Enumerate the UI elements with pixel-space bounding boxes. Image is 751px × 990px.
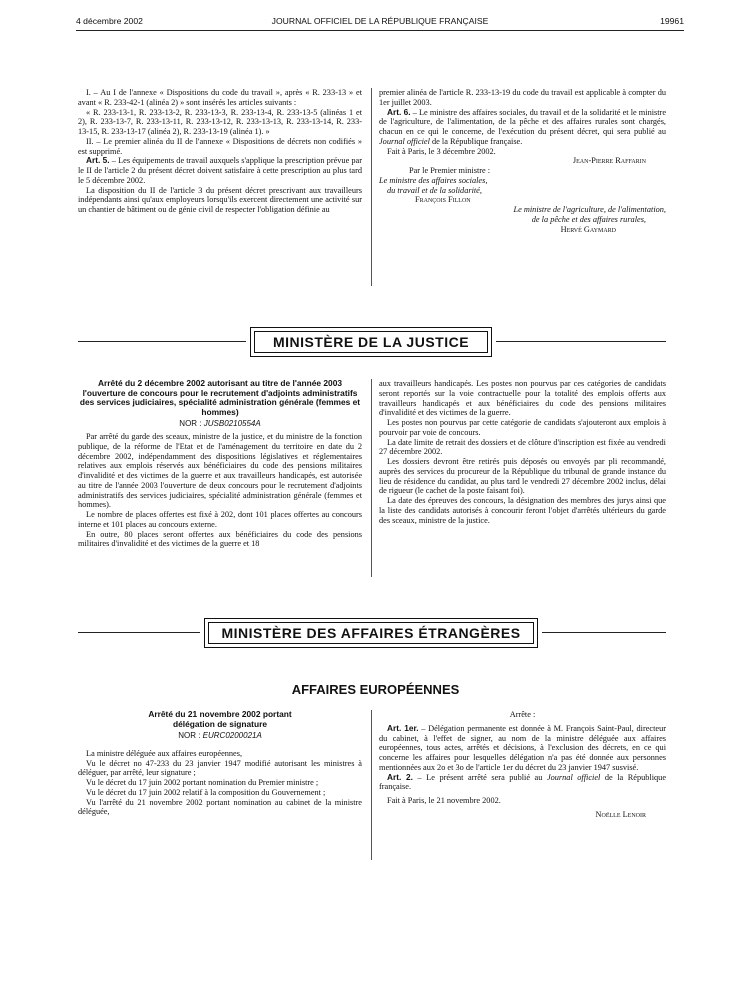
paragraph: La ministre déléguée aux affaires européennes, (86, 748, 243, 758)
top-right-column (379, 88, 666, 234)
foreign-right-column (379, 710, 666, 820)
ministry-banner-label: MINISTÈRE DES AFFAIRES ÉTRANGÈRES (208, 622, 534, 644)
top-left-column (78, 88, 362, 215)
article-1: Art. 1er. – Délégation permanente est donnée à M. François Saint-Paul, directeur du cabinet, à l'effet de signer, au nom de la ministre déléguée aux affaires européennes, tous actes, arrêtés et décisions, à l'exclusion des décrets, en ce qui concerne les affaires pour lesquelles délégation n'a pas été donnée aux personnes mentionnées aux 2o et 3o de l'article 1er du décret du 23 janvier 1947 susvisé. (379, 722, 666, 772)
header-title: JOURNAL OFFICIEL DE LA RÉPUBLIQUE FRANÇAISE (271, 16, 489, 26)
paragraph: Vu le décret du 17 juin 2002 relatif à la composition du Gouvernement ; (86, 787, 326, 797)
running-header (76, 14, 684, 31)
signature: Noëlle Lenoir (595, 809, 646, 819)
minister-title: du travail et de la solidarité, (387, 185, 482, 195)
column-divider (371, 379, 372, 577)
paragraph: Les dossiers devront être retirés puis déposés ou envoyés par pli recommandé, auprès des services du procureur de la République du tribunal de grande instance du lieu de résidence du candidat, au plus tard le vendredi 27 décembre 2002 inclus, délai de rigueur (le cachet de la poste faisant foi). (379, 457, 666, 496)
column-divider (371, 710, 372, 860)
paragraph: La date limite de retrait des dossiers et de clôture d'inscription est fixée au vendredi 27 décembre 2002. (379, 437, 666, 457)
minister-title: Le ministre de l'agriculture, de l'alimentation, (513, 205, 666, 214)
section-subtitle: AFFAIRES EUROPÉENNES (291, 682, 460, 697)
banner-rule (496, 341, 666, 342)
paragraph: En outre, 80 places seront offertes aux bénéficiaires du code des pensions militaires d'invalidité et des victimes de la guerre et 18 (78, 529, 362, 549)
decree-formula: Arrête : (509, 710, 536, 719)
paragraph: premier alinéa de l'article R. 233-13-19 du code du travail est applicable à compter du 1er juillet 2003. (379, 88, 666, 107)
foreign-left-column (78, 710, 362, 817)
justice-right-column (379, 379, 666, 525)
article-label: Art. 5. (86, 155, 110, 166)
banner-rule (78, 341, 246, 342)
done-at: Fait à Paris, le 21 novembre 2002. (387, 796, 501, 805)
justice-left-column (78, 379, 362, 549)
paragraph: La date des épreuves des concours, la désignation des membres des jurys ainsi que la liste des candidats autorisés à concourir feront l'objet d'arrêtés ultérieurs du garde des sceaux, ministre de la justice. (379, 496, 666, 525)
minister-title: de la pêche et des affaires rurales, (531, 214, 646, 224)
signature-caption: Par le Premier ministre : (409, 166, 491, 175)
ministry-banner-label: MINISTÈRE DE LA JUSTICE (254, 331, 488, 353)
signature: François Fillon (415, 195, 471, 205)
column-divider (371, 88, 372, 286)
minister-title: Le ministre des affaires sociales, (379, 175, 488, 185)
paragraph: Le nombre de places offertes est fixé à 202, dont 101 places offertes au concours interne et 101 places au concours externe. (78, 510, 362, 529)
nor-reference: NOR : JUSB0210554A (179, 419, 261, 429)
paragraph: La disposition du II de l'article 3 du présent décret prescrivant aux travailleurs indépendants ainsi qu'aux employeurs lorsqu'ils exercent directement une activité sur un chantier de bâtiment ou de génie civil de respecter l'obligation définie au (78, 185, 362, 214)
done-at: Fait à Paris, le 3 décembre 2002. (387, 146, 496, 156)
header-page-number: 19961 (660, 16, 684, 26)
article-6: Art. 6. – Le ministre des affaires sociales, du travail et de la solidarité et le ministre de l'agriculture, de l'alimentation, de la pêche et des affaires rurales sont chargés, chacun en ce qui le concerne, de l'exécution du présent décret, qui sera publié au Journal officiel de la République française. (379, 106, 666, 146)
paragraph: Les postes non pourvus par cette catégorie de candidats s'ajouteront aux emplois à pourvoir par voie de concours. (379, 418, 666, 437)
paragraph: I. – Au I de l'annexe « Dispositions du code du travail », après « R. 233-13 » et avant « R. 233-42-1 (alinéa 2) » sont insérés les articles suivants : (78, 88, 362, 107)
banner-rule (542, 632, 666, 633)
ministry-banner (204, 618, 538, 648)
header-date: 4 décembre 2002 (76, 16, 143, 26)
paragraph: aux travailleurs handicapés. Les postes non pourvus par ces catégories de candidats seront reportés sur la voie contractuelle pour la totalité des emplois offerts aux travailleurs handicapés et aux bénéficiaires du code des pensions militaires d'invalidité et des victimes de la guerre. (379, 379, 666, 418)
article-2: Art. 2. – Le présent arrêté sera publié au Journal officiel de la République française. (379, 771, 667, 792)
paragraph: « R. 233-13-1, R. 233-13-2, R. 233-13-3, R. 233-13-4, R. 233-13-5 (alinéas 1 et 2), R. 233-13-7, R. 233-13-11, R. 233-13-12, R. 233-13-13, R. 233-13-14, R. 233-13-15, R. 233-13-17 (alinéa 2), R. 233-13-19 (alinéa 1). » (78, 107, 362, 136)
paragraph: II. – Le premier alinéa du II de l'annexe « Dispositions de décrets non codifiés » est supprimé. (78, 136, 362, 156)
ministry-banner (250, 327, 492, 357)
banner-rule (78, 632, 200, 633)
paragraph: Vu le décret du 17 juin 2002 portant nomination du Premier ministre ; (86, 778, 319, 788)
nor-reference: NOR : EURC0200021A (178, 731, 262, 741)
article-5: Art. 5. – Les équipements de travail auxquels s'applique la prescription prévue par le II de l'article 2 du présent décret doivent satisfaire à cette prescription au plus tard le 5 décembre 2002. (78, 155, 362, 185)
decree-title: Arrêté du 21 novembre 2002 portant délégation de signature (148, 709, 292, 729)
decree-title: Arrêté du 2 décembre 2002 autorisant au titre de l'année 2003 l'ouverture de concours pour le recrutement d'adjoints administratifs des services judiciaires, spécialité administration générale (femmes et hommes) (79, 378, 361, 417)
signature: Jean-Pierre Raffarin (572, 156, 646, 166)
paragraph: Vu l'arrêté du 21 novembre 2002 portant nomination au cabinet de la ministre déléguée, (78, 797, 362, 817)
paragraph: Vu le décret no 47-233 du 23 janvier 1947 modifié autorisant les ministres à déléguer, par arrêté, leur signature ; (78, 758, 362, 778)
signature: Hervé Gaymard (560, 224, 616, 234)
paragraph: Par arrêté du garde des sceaux, ministre de la justice, et du ministre de la fonction publique, de la réforme de l'Etat et de l'aménagement du territoire en date du 2 décembre 2002, indépendamment des dispositions législatives et réglementaires relatives aux emplois réservés aux bénéficiaires du code des pensions militaires d'invalidité et des victimes de la guerre et aux travailleurs handicapés, est autorisée au titre de l'année 2003 l'ouverture de deux concours pour le recrutement d'adjoints administratifs des services judiciaires, spécialité administration générale (femmes et hommes). (78, 432, 362, 510)
